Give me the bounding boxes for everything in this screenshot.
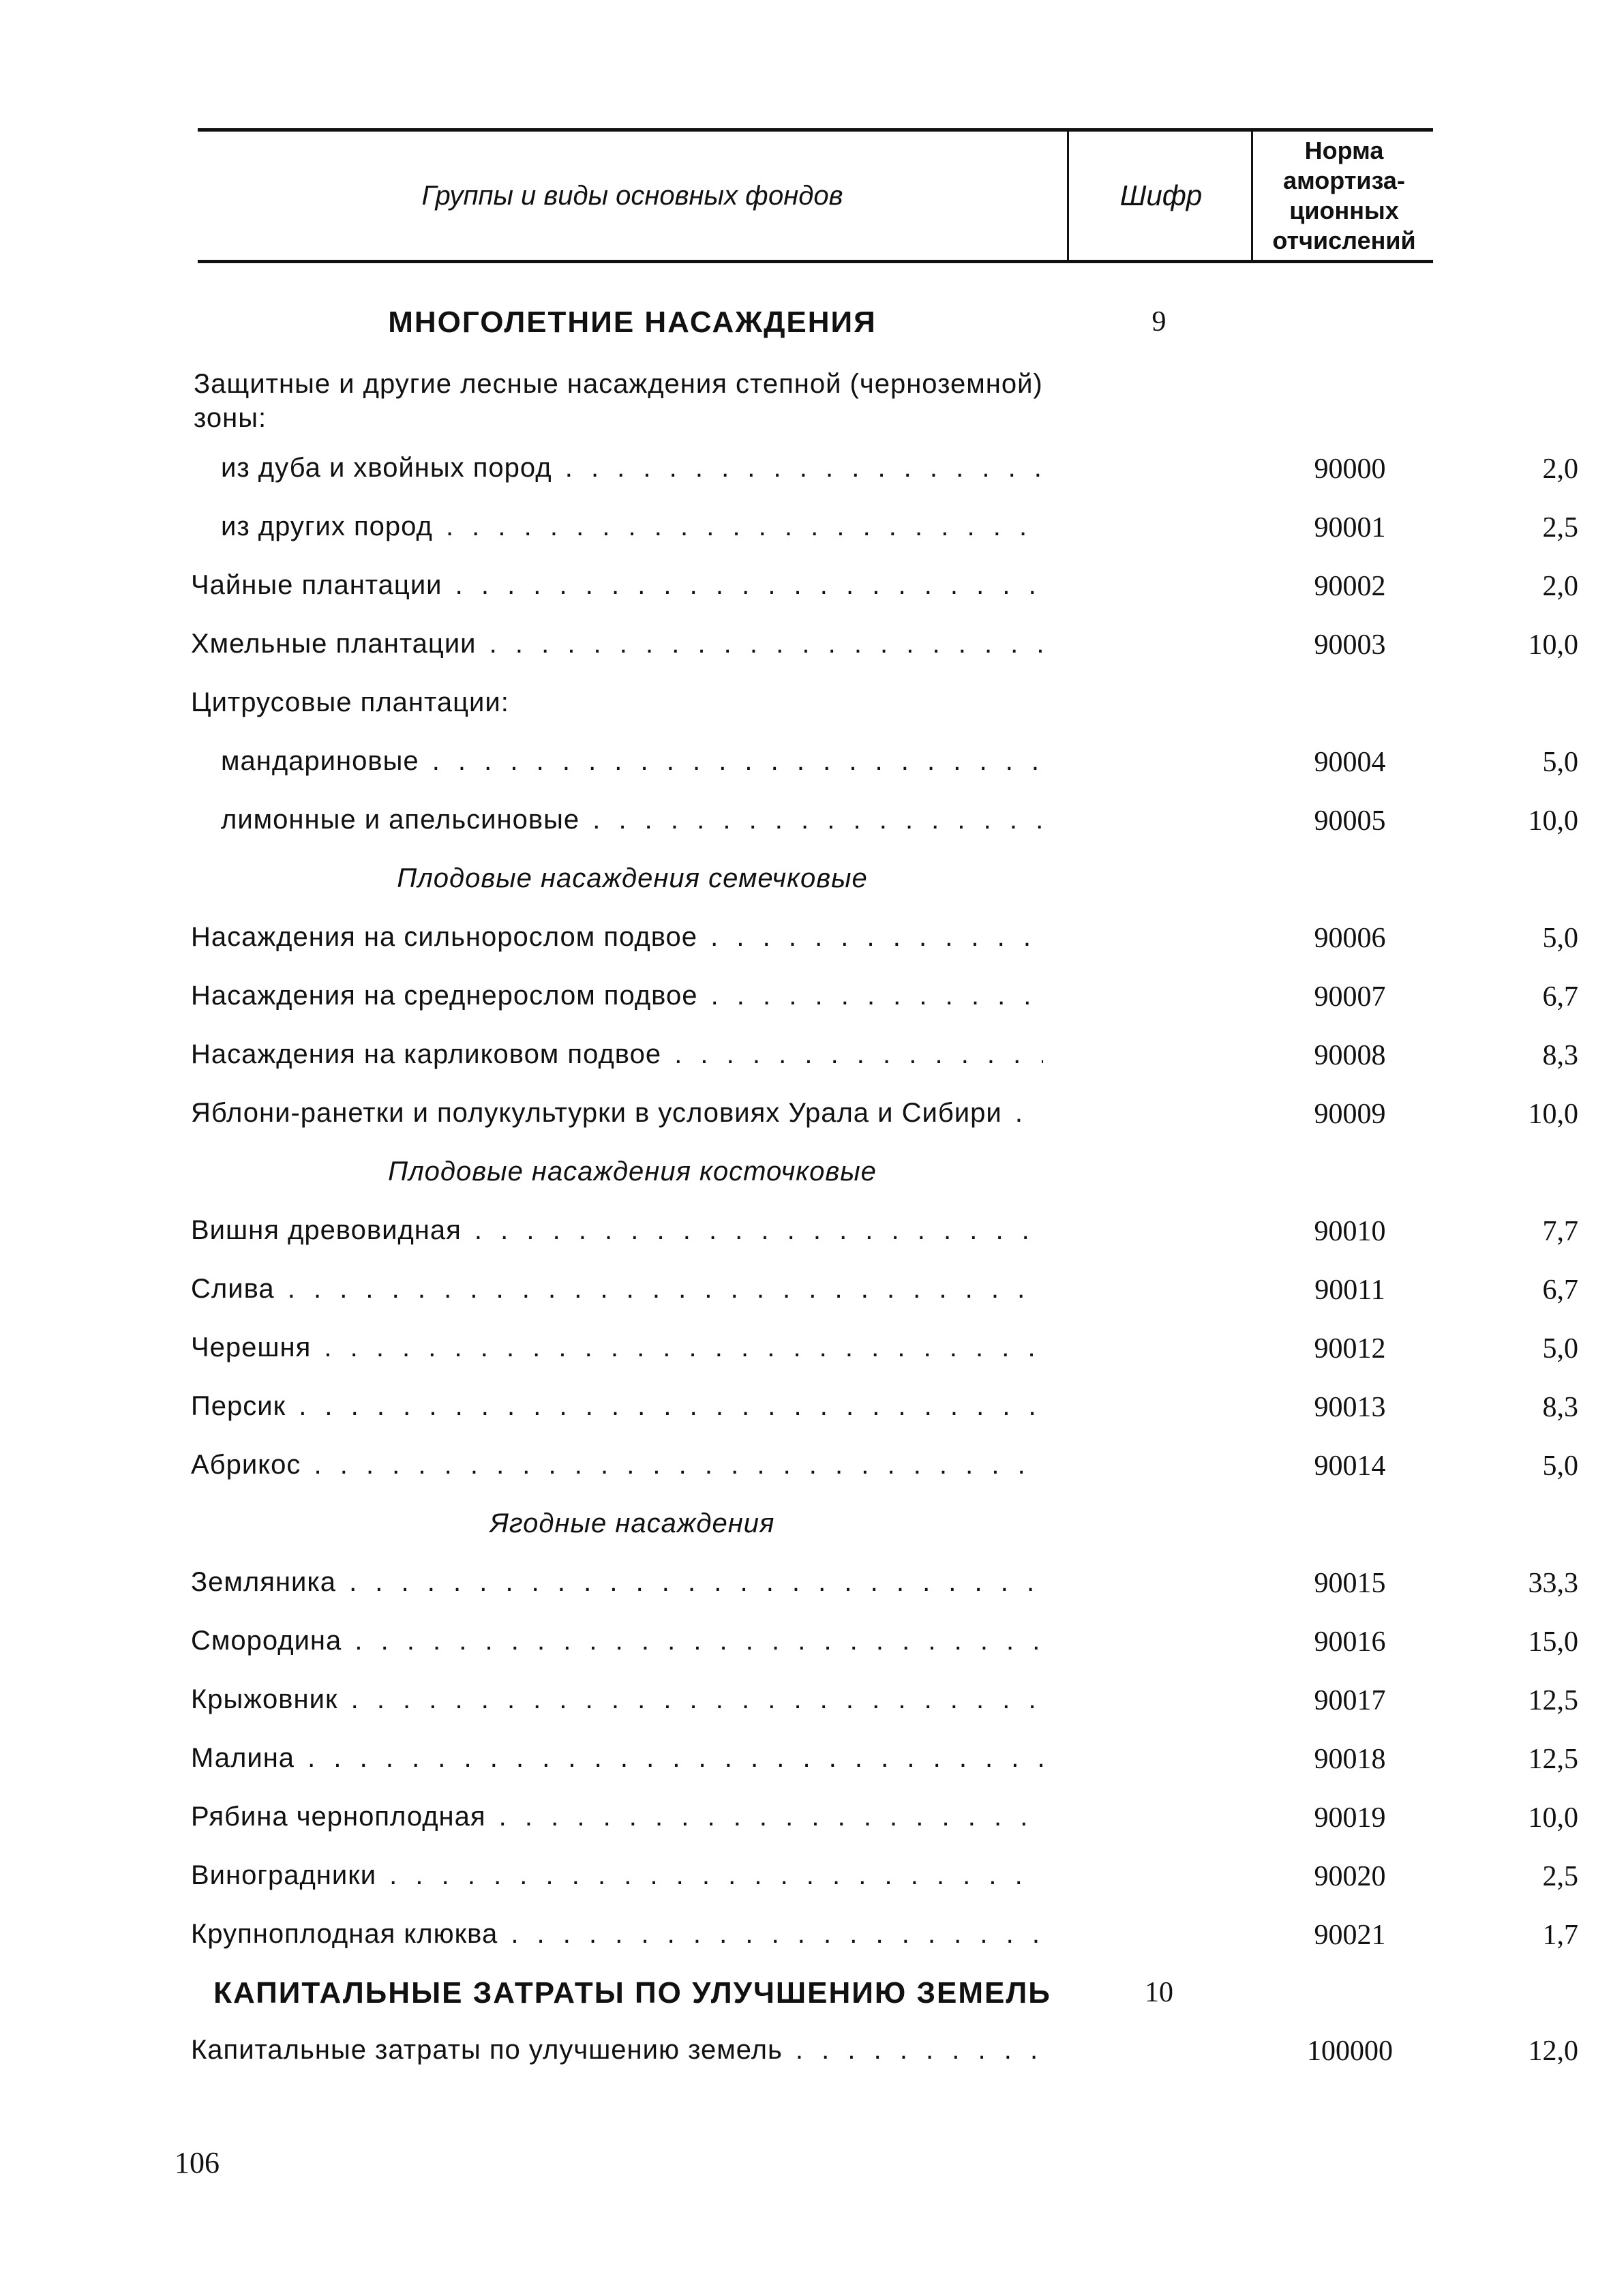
row-name: Малина . . . — [191, 1743, 1043, 1774]
row-name: Абрикос . . . — [191, 1450, 1043, 1480]
table-row — [191, 1391, 1578, 1432]
row-code: 90015 — [1314, 1568, 1386, 1599]
row-code: 90007 — [1314, 981, 1386, 1013]
row-code: 90018 — [1314, 1744, 1386, 1775]
row-name: Цитрусовые плантации: — [191, 687, 509, 717]
row-name: Крыжовник . . . — [191, 1684, 1043, 1715]
row-name: Хмельные плантации . . . — [191, 629, 1043, 659]
row-name: Яблони-ранетки и полукультурки в условиях Урала и Сибири . . . — [191, 1098, 1043, 1129]
row-name: Земляника . . . — [191, 1567, 1043, 1598]
row-name: из других пород . . . — [221, 511, 1043, 542]
table-row — [191, 1098, 1578, 1139]
row-name: Насаждения на сильнорослом подвое . . . — [191, 922, 1043, 953]
row-rate: 6,7 — [1542, 981, 1578, 1013]
table-row — [191, 1684, 1578, 1725]
row-code: 90016 — [1314, 1626, 1386, 1658]
row-rate: 2,0 — [1542, 453, 1578, 485]
row-code: 90002 — [1314, 571, 1386, 602]
row-rate: 10,0 — [1528, 629, 1578, 661]
row-rate: 10,0 — [1528, 1099, 1578, 1130]
table-row — [191, 1919, 1578, 1960]
row-code: 90019 — [1314, 1802, 1386, 1834]
table-row — [191, 746, 1578, 787]
table-row — [191, 1860, 1578, 1901]
page-number: 106 — [175, 2146, 220, 2179]
row-rate: 6,7 — [1542, 1274, 1578, 1306]
subhead-berry: Ягодные насаждения — [490, 1508, 775, 1538]
table-row — [191, 1274, 1578, 1315]
row-rate: 8,3 — [1542, 1040, 1578, 1071]
row-name: Насаждения на карликовом подвое . . . — [191, 1039, 1043, 1070]
row-name: Чайные плантации . . . — [191, 570, 1043, 601]
table-row — [191, 1626, 1578, 1667]
row-name: Смородина . . . — [191, 1626, 1043, 1656]
subhead-pome: Плодовые насаждения семечковые — [397, 863, 868, 893]
row-code: 90012 — [1314, 1333, 1386, 1365]
row-code: 90017 — [1314, 1685, 1386, 1716]
row-code: 90005 — [1314, 805, 1386, 837]
row-rate: 5,0 — [1542, 1333, 1578, 1365]
row-rate: 5,0 — [1542, 747, 1578, 778]
table-row — [191, 1450, 1578, 1491]
row-code: 100000 — [1307, 2036, 1393, 2067]
row-code: 90004 — [1314, 747, 1386, 778]
row-rate: 2,5 — [1542, 512, 1578, 543]
row-rate: 10,0 — [1528, 805, 1578, 837]
row-rate: 33,3 — [1528, 1568, 1578, 1599]
row-code: 90013 — [1314, 1392, 1386, 1423]
row-code: 90009 — [1314, 1099, 1386, 1130]
table-row — [191, 453, 1578, 494]
section-title-land: КАПИТАЛЬНЫЕ ЗАТРАТЫ ПО УЛУЧШЕНИЮ ЗЕМЕЛЬ — [213, 1976, 1051, 2010]
table-row — [191, 805, 1578, 846]
row-rate: 12,5 — [1528, 1685, 1578, 1716]
row-rate: 1,7 — [1542, 1920, 1578, 1951]
table-row — [191, 1332, 1578, 1373]
row-code: 90006 — [1314, 923, 1386, 954]
row-code: 90003 — [1314, 629, 1386, 661]
row-name: Вишня древовидная . . . — [191, 1215, 1043, 1246]
row-rate: 2,0 — [1542, 571, 1578, 602]
table-row — [191, 511, 1578, 552]
row-name: Крупноплодная клюква . . . — [191, 1919, 1043, 1950]
row-name: Рябина черноплодная . . . — [191, 1802, 1043, 1832]
row-name: Виноградники . . . — [191, 1860, 1043, 1891]
table-row — [191, 1215, 1578, 1256]
table-row — [191, 981, 1578, 1022]
table-row — [191, 1039, 1578, 1080]
forest-plantings-note: Защитные и другие лесные насаждения степной (черноземной) зоны: — [194, 369, 1043, 433]
header-groups: Группы и виды основных фондов — [421, 180, 843, 211]
row-rate: 8,3 — [1542, 1392, 1578, 1423]
row-rate: 2,5 — [1542, 1861, 1578, 1892]
row-name: мандариновые . . . — [221, 746, 1043, 777]
row-name: Черешня . . . — [191, 1332, 1043, 1363]
table-row — [191, 687, 1445, 728]
row-code: 90000 — [1314, 453, 1386, 485]
header-code: Шифр — [1067, 132, 1253, 260]
table-row — [191, 629, 1578, 670]
row-code: 90010 — [1314, 1216, 1386, 1247]
row-rate: 15,0 — [1528, 1626, 1578, 1658]
row-rate: 5,0 — [1542, 1450, 1578, 1482]
section-title-plantings: МНОГОЛЕТНИЕ НАСАЖДЕНИЯ — [388, 305, 877, 339]
row-name: лимонные и апельсиновые . . . — [221, 805, 1043, 835]
table-row — [191, 1802, 1578, 1843]
row-code: 90020 — [1314, 1861, 1386, 1892]
row-code: 90014 — [1314, 1450, 1386, 1482]
row-rate: 5,0 — [1542, 923, 1578, 954]
table-row — [191, 922, 1578, 963]
subhead-stone: Плодовые насаждения косточковые — [388, 1157, 877, 1187]
row-name: Насаждения на среднерослом подвое . . . — [191, 981, 1043, 1011]
row-name: Персик . . . — [191, 1391, 1043, 1422]
section-code-land: 10 — [1145, 1977, 1173, 2008]
row-rate: 12,0 — [1528, 2036, 1578, 2067]
row-name: Слива . . . — [191, 1274, 1043, 1304]
row-code: 90021 — [1314, 1920, 1386, 1951]
row-code: 90011 — [1314, 1274, 1385, 1306]
table-row — [191, 570, 1578, 611]
row-rate: 10,0 — [1528, 1802, 1578, 1834]
row-name: Капитальные затраты по улучшению земель . . . — [191, 2035, 1043, 2066]
table-row — [191, 2035, 1578, 2076]
table-row — [191, 1567, 1578, 1608]
table-row — [191, 1743, 1578, 1784]
row-rate: 7,7 — [1542, 1216, 1578, 1247]
row-name: из дуба и хвойных пород . . . — [221, 453, 1043, 483]
section-code-plantings: 9 — [1151, 306, 1166, 338]
row-rate: 12,5 — [1528, 1744, 1578, 1775]
row-code: 90008 — [1314, 1040, 1386, 1071]
row-code: 90001 — [1314, 512, 1386, 543]
table-header — [198, 128, 1433, 263]
header-rate: Норма амортиза- ционных отчислений — [1251, 132, 1435, 260]
